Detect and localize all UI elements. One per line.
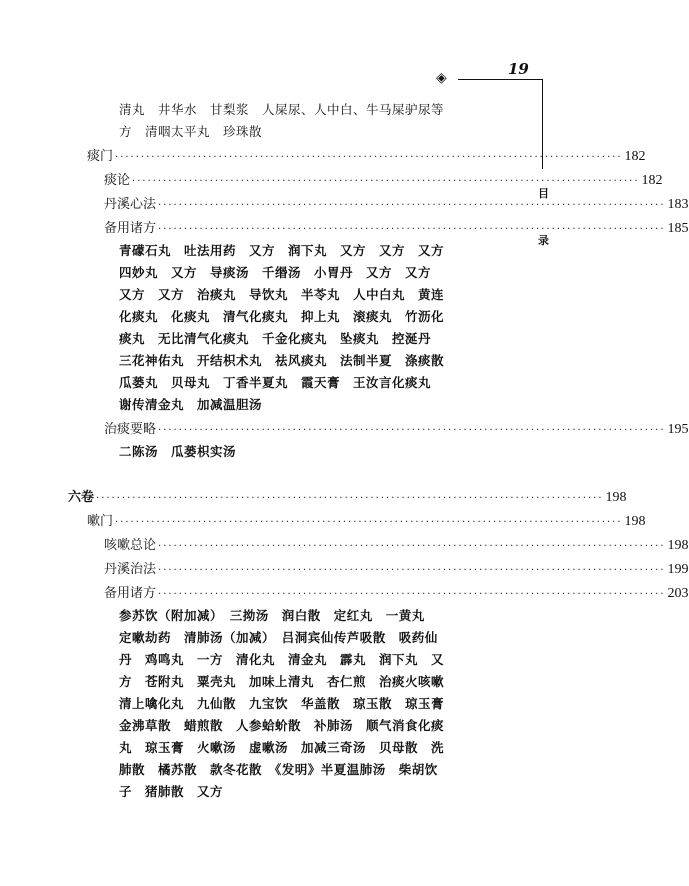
text-line: 瓜蒌丸 贝母丸 丁香半夏丸 霞天膏 王汝言化痰丸 xyxy=(119,375,432,390)
toc-leader: ·································································································· xyxy=(158,200,666,211)
toc-leader: ·································································································· xyxy=(158,565,666,576)
toc-leader: ·································································································· xyxy=(158,224,666,235)
toc-label: 备用诸方 xyxy=(104,221,157,236)
toc-page: 198 xyxy=(667,538,689,553)
toc-page: 185 xyxy=(667,221,689,236)
toc-label: 嗽门 xyxy=(87,514,114,529)
toc-label: 丹溪治法 xyxy=(104,562,157,577)
page-number: 19 xyxy=(508,60,529,78)
toc-page: 203 xyxy=(667,586,689,601)
toc-label: 痰门 xyxy=(87,149,114,164)
text-line: 参苏饮（附加减） 三拗汤 润白散 定红丸 一黄丸 xyxy=(119,608,425,623)
toc-page: 182 xyxy=(624,149,646,164)
toc-label: 治痰要略 xyxy=(104,422,157,437)
toc-entry[interactable] xyxy=(104,582,689,601)
toc-label: 备用诸方 xyxy=(104,586,157,601)
text-line: 方 苍附丸 粟壳丸 加味上清丸 杏仁煎 治痰火咳嗽 xyxy=(119,674,445,689)
toc-label: 咳嗽总论 xyxy=(104,538,157,553)
text-line: 化痰丸 化痰丸 清气化痰丸 抑上丸 滚痰丸 竹沥化 xyxy=(119,309,445,324)
toc-entry[interactable] xyxy=(104,169,663,188)
toc-entry[interactable] xyxy=(87,145,646,164)
text-line: 子 猪肺散 又方 xyxy=(119,784,224,799)
text-line: 清丸 井华水 甘梨浆 人屎尿、人中白、牛马屎驴尿等 xyxy=(119,102,445,117)
toc-leader: ·································································································· xyxy=(96,493,604,504)
toc-entry[interactable] xyxy=(68,486,627,505)
text-line: 定嗽劫药 清肺汤（加减） 吕洞宾仙传芦吸散 吸药仙 xyxy=(119,630,438,645)
text-line: 丹 鸡鸣丸 一方 清化丸 清金丸 霹丸 润下丸 又 xyxy=(119,652,445,667)
text-line: 肺散 橘苏散 款冬花散 《发明》半夏温肺汤 柴胡饮 xyxy=(119,762,438,777)
toc-label: 丹溪心法 xyxy=(104,197,157,212)
toc-leader: ·································································································· xyxy=(158,425,666,436)
header-rule xyxy=(458,79,542,80)
toc-leader: ·································································································· xyxy=(115,517,623,528)
toc-leader: ·································································································· xyxy=(158,589,666,600)
text-line: 三花神佑丸 开结枳术丸 祛风痰丸 法制半夏 涤痰散 xyxy=(119,353,445,368)
toc-entry[interactable] xyxy=(104,217,689,236)
toc-entry[interactable] xyxy=(104,558,689,577)
side-label-lu: 录 xyxy=(538,234,549,247)
toc-page: 198 xyxy=(605,490,627,505)
text-line: 二陈汤 瓜蒌枳实汤 xyxy=(119,444,237,459)
text-line: 四妙丸 又方 导痰汤 千缗汤 小胃丹 又方 又方 xyxy=(119,265,432,280)
text-line: 丸 琼玉膏 火嗽汤 虚嗽汤 加减三奇汤 贝母散 洗 xyxy=(119,740,445,755)
toc-entry[interactable] xyxy=(87,510,646,529)
toc-label: 痰论 xyxy=(104,173,131,188)
toc-page: 183 xyxy=(667,197,689,212)
toc-entry[interactable] xyxy=(104,193,689,212)
toc-page: 198 xyxy=(624,514,646,529)
toc-leader: ·································································································· xyxy=(132,176,640,187)
text-line: 谢传清金丸 加减温胆汤 xyxy=(119,397,263,412)
toc-leader: ·································································································· xyxy=(158,541,666,552)
toc-leader: ·································································································· xyxy=(115,152,623,163)
ornament-icon: ◈ xyxy=(436,70,447,86)
text-line: 又方 又方 治痰丸 导饮丸 半苓丸 人中白丸 黄连 xyxy=(119,287,445,302)
toc-page: 182 xyxy=(641,173,663,188)
text-line: 金沸草散 蜡煎散 人参蛤蚧散 补肺汤 顺气消食化痰 xyxy=(119,718,445,733)
text-line: 清上噙化丸 九仙散 九宝饮 华盖散 琼玉散 琼玉膏 xyxy=(119,696,445,711)
toc-page: 199 xyxy=(667,562,689,577)
text-line: 方 清咽太平丸 珍珠散 xyxy=(119,124,263,139)
toc-page: 195 xyxy=(667,422,689,437)
side-label-mu: 目 xyxy=(538,187,549,200)
toc-entry[interactable] xyxy=(104,418,689,437)
text-line: 痰丸 无比清气化痰丸 千金化痰丸 坠痰丸 控涎丹 xyxy=(119,331,432,346)
toc-entry[interactable] xyxy=(104,534,689,553)
toc-label: 六卷 xyxy=(68,490,95,505)
text-line: 青礞石丸 吐法用药 又方 润下丸 又方 又方 又方 xyxy=(119,243,445,258)
